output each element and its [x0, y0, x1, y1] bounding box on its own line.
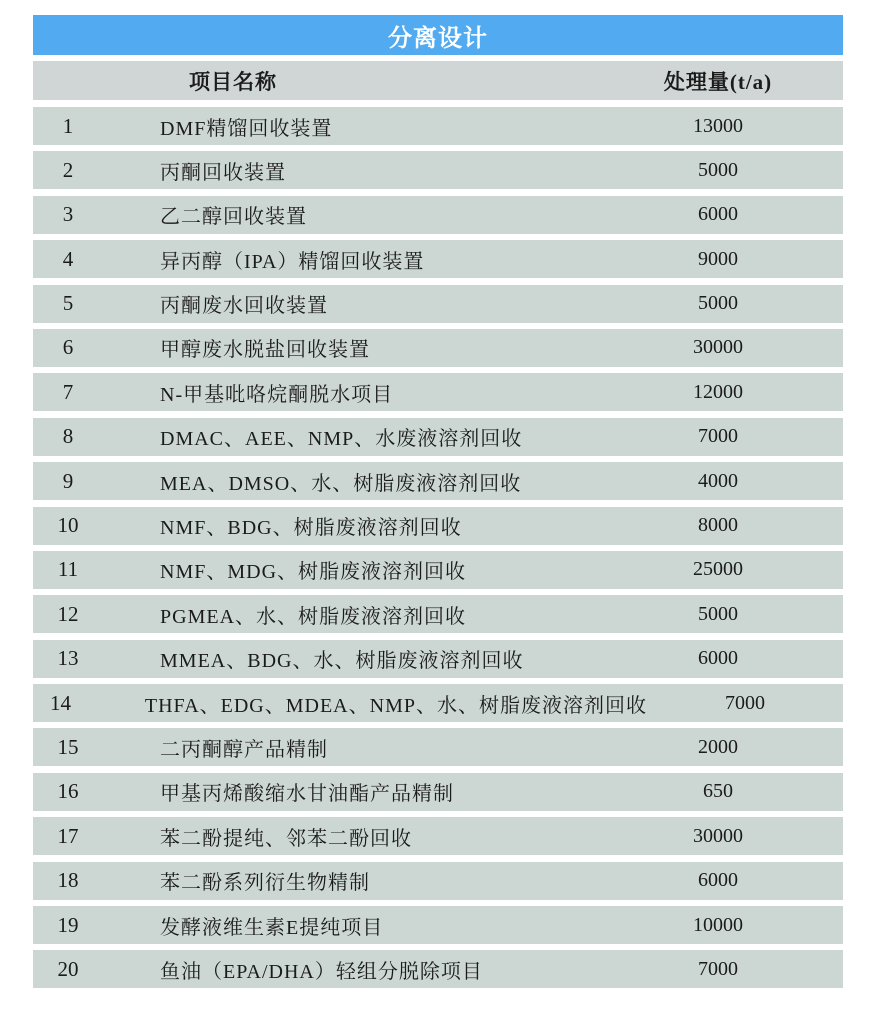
- column-header-capacity: 处理量(t/a): [663, 69, 773, 94]
- project-name: 丙酮回收装置: [160, 161, 286, 184]
- row-index: 9: [62, 468, 74, 493]
- capacity-value: 2000: [698, 735, 738, 758]
- table-row: [33, 684, 843, 722]
- row-index: 10: [57, 513, 79, 538]
- table-row: [33, 773, 843, 811]
- row-index: 7: [62, 379, 74, 404]
- row-index: 4: [62, 246, 74, 271]
- capacity-value: 5000: [698, 158, 738, 181]
- project-name: 甲醇废水脱盐回收装置: [160, 339, 370, 362]
- table-row: [33, 595, 843, 633]
- table-row: [33, 285, 843, 323]
- project-name: THFA、EDG、MDEA、NMP、水、树脂废液溶剂回收: [144, 694, 647, 717]
- capacity-value: 6000: [698, 203, 738, 226]
- row-index: 18: [57, 868, 79, 893]
- capacity-value: 5000: [698, 292, 738, 315]
- table-header-row: [33, 61, 843, 100]
- table-row: [33, 151, 843, 189]
- table-title: 分离设计: [388, 24, 488, 52]
- row-index: 12: [57, 601, 79, 626]
- project-name: 苯二酚系列衍生物精制: [160, 872, 370, 895]
- capacity-value: 650: [703, 780, 733, 803]
- project-name: MMEA、BDG、水、树脂废液溶剂回收: [160, 650, 524, 673]
- table-row: [33, 240, 843, 278]
- table-title-bar: [33, 15, 843, 55]
- capacity-value: 7000: [698, 957, 738, 980]
- project-name: PGMEA、水、树脂废液溶剂回收: [160, 605, 467, 628]
- capacity-value: 7000: [698, 425, 738, 448]
- table-row: [33, 507, 843, 545]
- row-index: 20: [57, 956, 79, 981]
- capacity-value: 6000: [698, 647, 738, 670]
- row-index: 3: [62, 202, 74, 227]
- project-name: 苯二酚提纯、邻苯二酚回收: [160, 827, 412, 850]
- table-row: [33, 640, 843, 678]
- capacity-value: 4000: [698, 469, 738, 492]
- table-row: [33, 196, 843, 234]
- capacity-value: 30000: [693, 824, 743, 847]
- row-index: 8: [62, 424, 74, 449]
- capacity-value: 9000: [698, 247, 738, 270]
- capacity-value: 7000: [724, 691, 765, 714]
- project-name: 丙酮废水回收装置: [160, 295, 328, 318]
- project-name: N-甲基吡咯烷酮脱水项目: [160, 383, 394, 406]
- capacity-value: 13000: [693, 114, 743, 137]
- column-header-project-name: 项目名称: [189, 69, 277, 94]
- project-name: 异丙醇（IPA）精馏回收装置: [160, 250, 425, 273]
- project-name: 甲基丙烯酸缩水甘油酯产品精制: [160, 783, 454, 806]
- table-row: [33, 373, 843, 411]
- row-index: 1: [62, 113, 74, 138]
- project-name: DMF精馏回收装置: [160, 117, 333, 140]
- row-index: 19: [57, 912, 79, 937]
- project-name: NMF、BDG、树脂废液溶剂回收: [160, 517, 462, 540]
- row-index: 11: [57, 557, 79, 582]
- table-row: [33, 462, 843, 500]
- capacity-value: 25000: [693, 558, 743, 581]
- project-name: NMF、MDG、树脂废液溶剂回收: [160, 561, 467, 584]
- table-body: [33, 107, 843, 988]
- project-name: 发酵液维生素E提纯项目: [160, 916, 384, 939]
- row-index: 15: [57, 734, 79, 759]
- table-row: [33, 817, 843, 855]
- capacity-value: 5000: [698, 602, 738, 625]
- row-index: 2: [62, 157, 74, 182]
- table-row: [33, 862, 843, 900]
- row-index: 14: [49, 690, 71, 715]
- project-name: DMAC、AEE、NMP、水废液溶剂回收: [160, 428, 523, 451]
- table-row: [33, 950, 843, 988]
- table-row: [33, 418, 843, 456]
- row-index: 13: [57, 646, 79, 671]
- capacity-value: 10000: [693, 913, 743, 936]
- row-index: 16: [57, 779, 79, 804]
- project-name: 鱼油（EPA/DHA）轻组分脱除项目: [160, 960, 483, 983]
- table-row: [33, 107, 843, 145]
- row-index: 5: [62, 291, 74, 316]
- capacity-value: 30000: [693, 336, 743, 359]
- table-row: [33, 329, 843, 367]
- project-name: 二丙酮醇产品精制: [160, 738, 328, 761]
- table-row: [33, 728, 843, 766]
- capacity-value: 8000: [698, 514, 738, 537]
- capacity-value: 12000: [693, 380, 743, 403]
- row-index: 17: [57, 823, 79, 848]
- project-name: MEA、DMSO、水、树脂废液溶剂回收: [160, 472, 522, 495]
- project-name: 乙二醇回收装置: [160, 206, 307, 229]
- capacity-value: 6000: [698, 869, 738, 892]
- row-index: 6: [62, 335, 74, 360]
- table-row: [33, 551, 843, 589]
- table-row: [33, 906, 843, 944]
